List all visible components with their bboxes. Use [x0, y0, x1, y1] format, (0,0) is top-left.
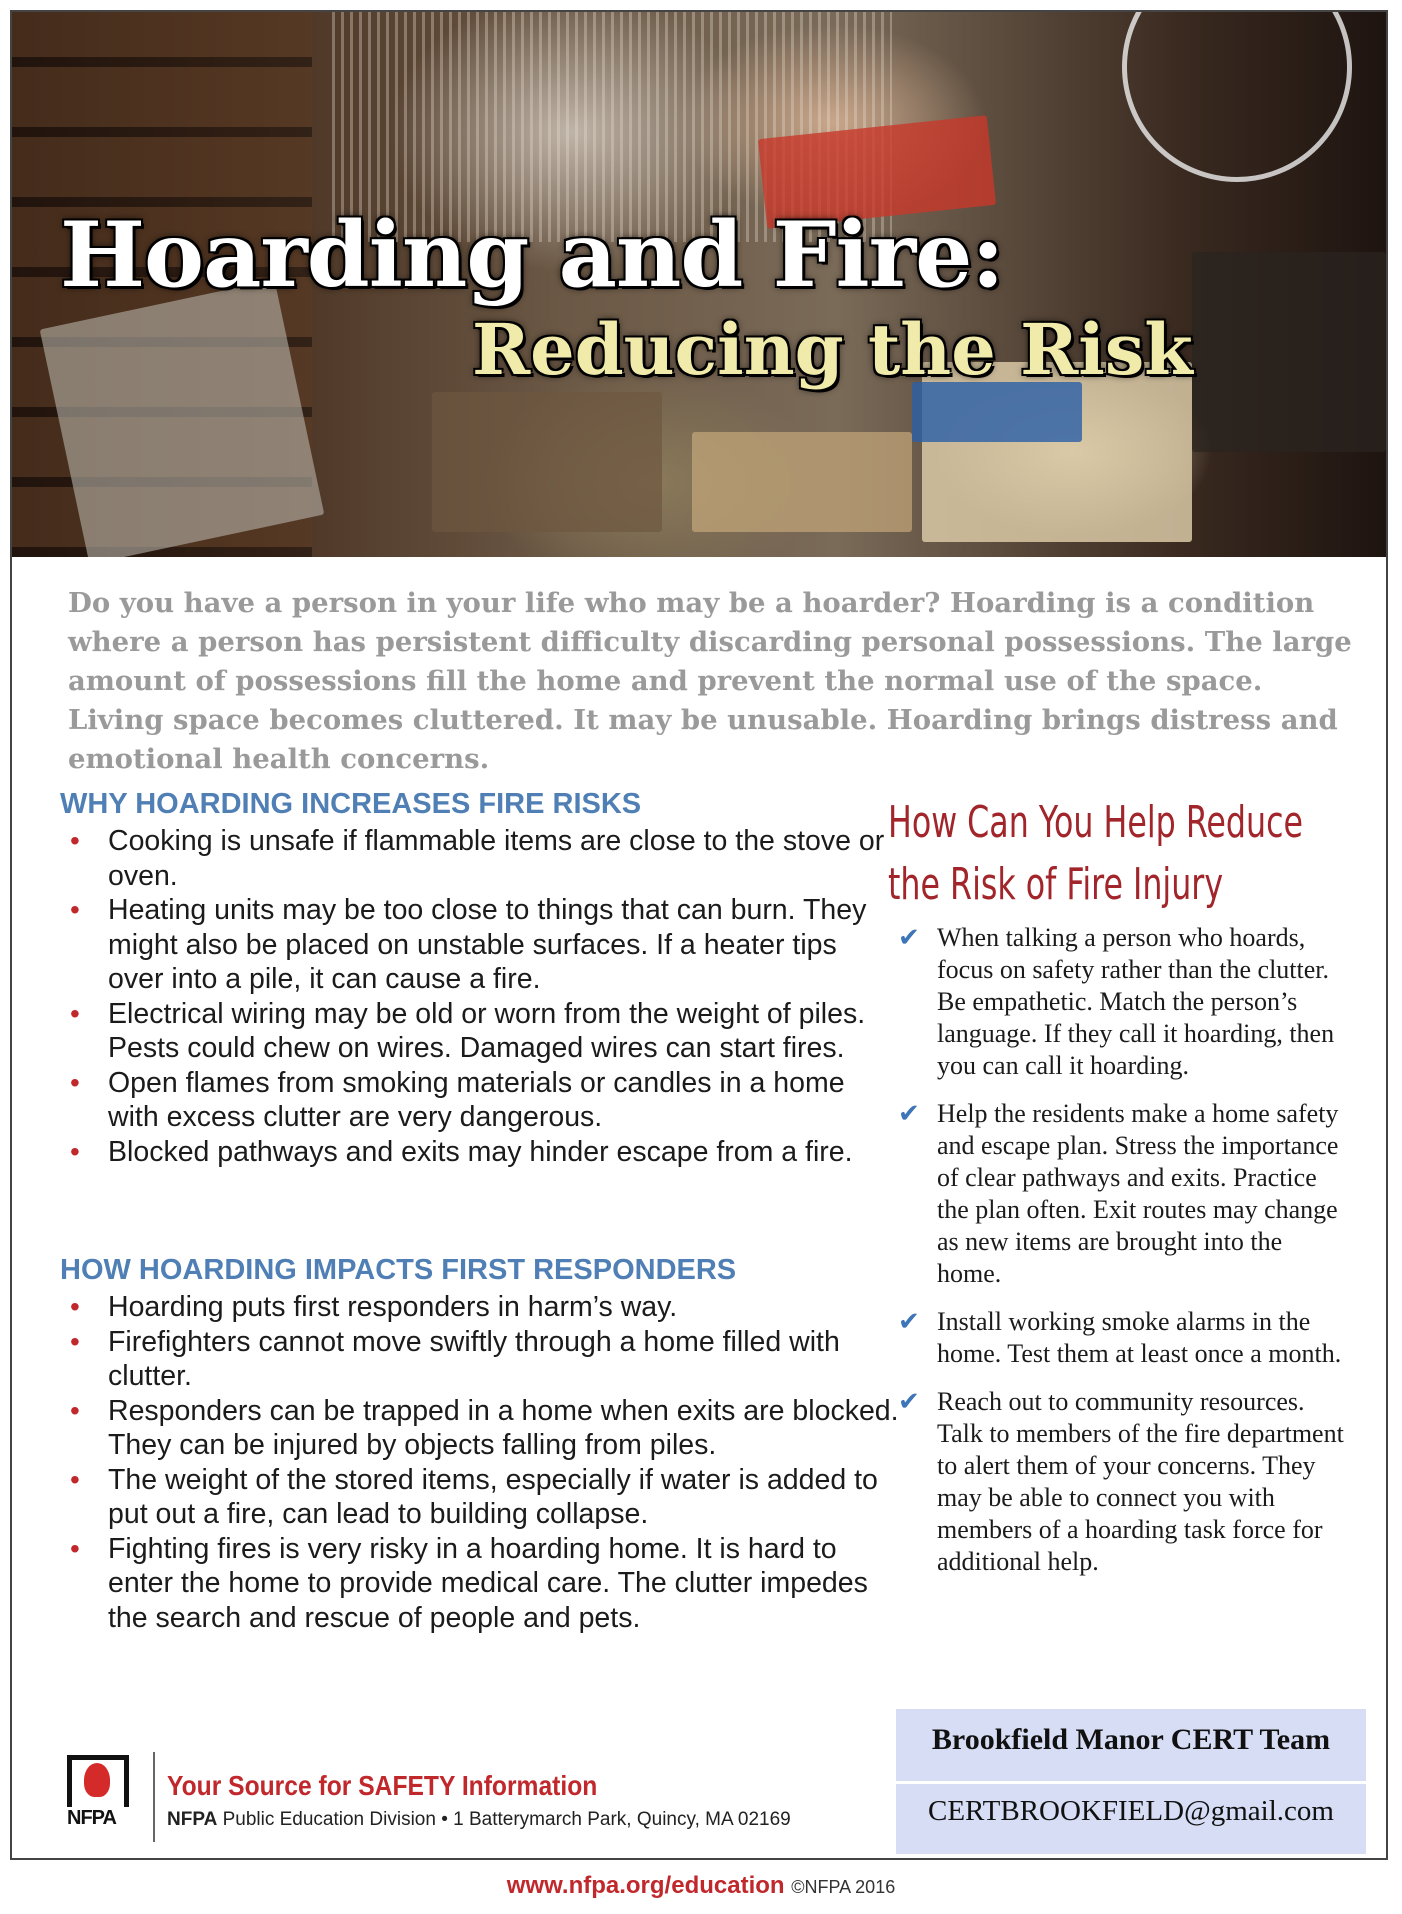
- footer: [0, 1872, 1402, 1900]
- footer-link[interactable]: www.nfpa.org/education: [506, 1872, 785, 1899]
- cert-contact-box: [896, 1709, 1366, 1854]
- sidebar-heading: How Can You Help Reduce the Risk of Fire Injury: [888, 797, 1304, 910]
- section-heading-fire-risks: WHY HOARDING INCREASES FIRE RISKS: [60, 788, 642, 820]
- list-item: • Electrical wiring may be old or worn from the weight of piles. Pests could chew on wires. Damaged wires can start fires.: [70, 997, 866, 1064]
- divider: [896, 1781, 1366, 1784]
- checkmark-icon: ✔: [898, 1387, 920, 1416]
- hero-title: Hoarding and Fire:: [60, 202, 1004, 308]
- address: NFPA Public Education Division • 1 Batterymarch Park, Quincy, MA 02169: [167, 1809, 791, 1830]
- flame-icon: [84, 1763, 110, 1797]
- list-item: ✔ When talking a person who hoards, focus on safety rather than the clutter. Be empathetic. Match the person’s language. If they call it hoarding, then you can call it hoarding.: [898, 923, 1335, 1080]
- list-item: • Hoarding puts first responders in harm’s way.: [70, 1291, 678, 1323]
- bullet-icon: •: [70, 997, 80, 1029]
- list-item: • Cooking is unsafe if flammable items are close to the stove or oven.: [70, 825, 885, 892]
- hero-photo: [12, 12, 1386, 557]
- list-item: ✔ Help the residents make a home safety and escape plan. Stress the importance of clear pathways and exits. Practice the plan often. Exit routes may change as new items are brought into the home.: [898, 1099, 1339, 1288]
- bullet-icon: •: [70, 1291, 80, 1322]
- bullet-icon: •: [70, 1394, 80, 1426]
- bullet-icon: •: [70, 1463, 80, 1495]
- list-item: • Open flames from smoking materials or candles in a home with excess clutter are very dangerous.: [70, 1066, 845, 1133]
- tagline: Your Source for SAFETY Information: [167, 1770, 598, 1801]
- help-tips-list: [892, 922, 1352, 1594]
- bullet-icon: •: [70, 1325, 80, 1357]
- list-item: • Blocked pathways and exits may hinder escape from a fire.: [70, 1135, 853, 1168]
- checkmark-icon: ✔: [898, 1099, 920, 1128]
- intro-paragraph: Do you have a person in your life who may be a hoarder? Hoarding is a condition where a person has persistent difficulty discarding personal possessions. The large amount of possessions fill the home and prevent the normal use of the space. Living space becomes cluttered. It may be unusable. Hoarding brings distress and emotional health concerns.: [68, 587, 1352, 775]
- hero-subtitle: Reducing the Risk: [472, 308, 1193, 391]
- list-item: • Fighting fires is very risky in a hoarding home. It is hard to enter the home to provide medical care. The clutter impedes the search and rescue of people and pets.: [70, 1532, 868, 1634]
- list-item: • Heating units may be too close to things that can burn. They might also be placed on unstable surfaces. If a heater tips over into a pile, it can cause a fire.: [70, 894, 867, 995]
- bullet-icon: •: [70, 894, 80, 925]
- bullet-icon: •: [70, 1066, 80, 1098]
- bullet-icon: •: [70, 1532, 80, 1564]
- copyright: ©NFPA 2016: [791, 1877, 896, 1897]
- cert-email[interactable]: CERTBROOKFIELD@gmail.com: [928, 1795, 1334, 1827]
- fire-risks-list: [60, 824, 900, 1169]
- cert-team-name: Brookfield Manor CERT Team: [931, 1723, 1331, 1756]
- first-responders-list: [60, 1290, 900, 1635]
- bullet-icon: •: [70, 825, 80, 856]
- checkmark-icon: ✔: [898, 1307, 920, 1336]
- list-item: ✔ Reach out to community resources. Talk to members of the fire department to alert them of your concerns. They may be able to connect you with members of a hoarding task force for additional help.: [898, 1387, 1344, 1576]
- list-item: • Responders can be trapped in a home when exits are blocked. They can be injured by objects falling from piles.: [70, 1394, 899, 1461]
- nfpa-logo: NFPA: [67, 1755, 137, 1833]
- list-item: ✔ Install working smoke alarms in the home. Test them at least once a month.: [898, 1307, 1342, 1368]
- flyer-frame: [10, 10, 1388, 1860]
- list-item: • The weight of the stored items, especially if water is added to put out a fire, can lead to building collapse.: [70, 1463, 878, 1530]
- bullet-icon: •: [70, 1135, 80, 1167]
- checkmark-icon: ✔: [898, 923, 920, 952]
- list-item: • Firefighters cannot move swiftly through a home filled with clutter.: [70, 1325, 840, 1392]
- section-heading-first-responders: HOW HOARDING IMPACTS FIRST RESPONDERS: [60, 1254, 737, 1286]
- divider: [153, 1752, 155, 1842]
